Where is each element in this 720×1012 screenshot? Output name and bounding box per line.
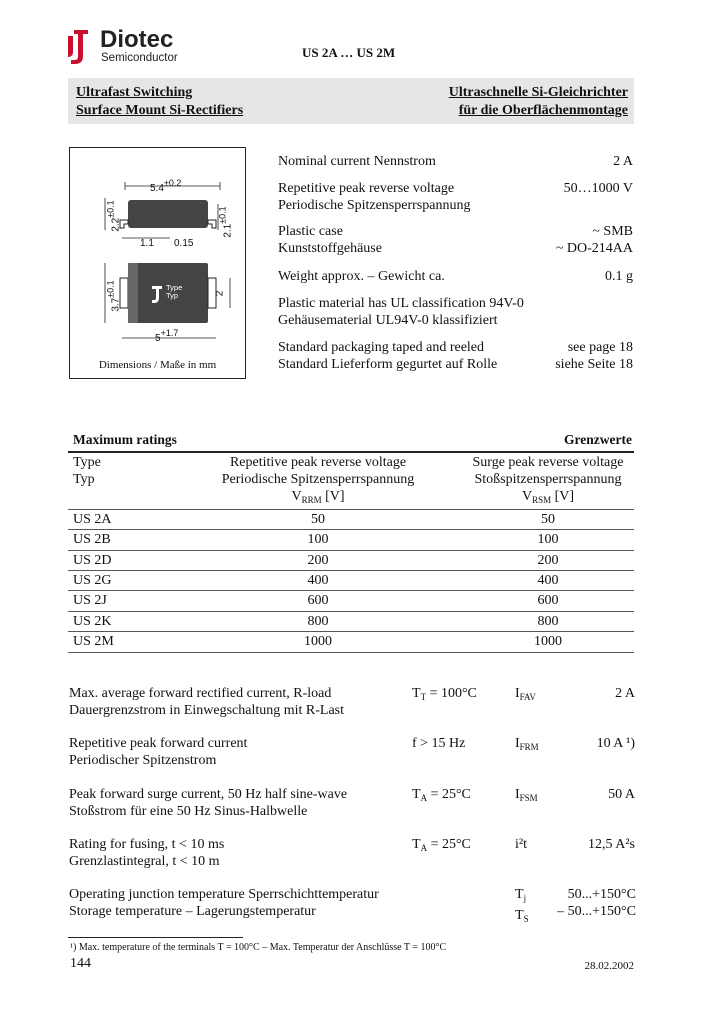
temperature-values: 50...+150°C – 50...+150°C: [557, 887, 636, 919]
temperature-labels: Operating junction temperature Sperrschichttemperatur Storage temperature – Lagerungstemperatur: [69, 887, 379, 919]
cell-vrrm: 400: [307, 572, 329, 588]
table-row: [68, 631, 634, 653]
title-de-line2: für die Oberflächenmontage: [458, 103, 628, 118]
package-caption: Dimensions / Maße in mm: [98, 359, 217, 371]
table-row: [68, 611, 634, 632]
parameter-symbol: $I_{FAV}$: [515, 686, 536, 702]
spec-value: 0.1 g: [605, 269, 633, 284]
parameter-label: Rating for fusing, t < 10 ms Grenzlastintegral, t < 10 m: [69, 837, 225, 869]
table-row: [68, 570, 634, 591]
spec-value: 2 A: [613, 154, 633, 169]
cell-type: US 2A: [73, 512, 112, 527]
title-en-line2: Surface Mount Si-Rectifiers: [76, 103, 244, 118]
dim-height: 2.2±0.1: [105, 200, 122, 232]
ratings-title: Maximum ratings: [73, 432, 177, 447]
cell-type: US 2M: [73, 633, 114, 649]
spec-label: Standard packaging taped and reeled Standard Lieferform gegurtet auf Rolle: [278, 340, 498, 372]
parameter-symbol: $I_{FSM}$: [515, 787, 538, 803]
cell-type: US 2B: [73, 532, 111, 548]
cell-vrsm: 100: [537, 532, 559, 548]
parameter-value: 2 A: [615, 686, 635, 701]
cell-vrsm: 1000: [534, 633, 562, 649]
parameter-value: 50 A: [608, 787, 635, 802]
parameter-value: 12,5 A²s: [588, 837, 635, 852]
spec-value: 50…1000 V: [563, 181, 633, 196]
cell-type: US 2K: [73, 613, 112, 629]
page-number: 144: [70, 956, 91, 971]
title-en-line1: Ultrafast Switching: [76, 85, 193, 100]
dim-foot: 5+1.7: [155, 328, 179, 344]
cell-vrsm: 200: [537, 552, 559, 568]
title-english: [76, 84, 243, 120]
table-top-rule: [68, 451, 634, 453]
col-type-header: Type Typ: [73, 455, 101, 487]
ratings-title-de: Grenzwerte: [564, 432, 632, 447]
cell-vrsm: 600: [537, 593, 559, 609]
document-date: 28.02.2002: [584, 960, 634, 972]
dim-right: 2.1±0.1: [217, 206, 234, 238]
spec-label: Nominal current Nennstrom: [278, 154, 436, 169]
package-drawing: [69, 147, 246, 379]
table-row: [68, 550, 634, 571]
cell-vrrm: 1000: [304, 633, 332, 649]
cell-type: US 2J: [73, 593, 107, 609]
cell-vrrm: 200: [307, 552, 329, 568]
table-row: [68, 529, 634, 550]
footnote-rule: [68, 937, 243, 938]
cell-vrrm: 800: [307, 613, 329, 629]
cell-type: US 2G: [73, 572, 112, 588]
dim-lead-width: 2: [214, 290, 226, 297]
parameter-label: Peak forward surge current, 50 Hz half sine-wave Stoßstrom für eine 50 Hz Sinus-Halbwelle: [69, 787, 348, 819]
table-row: [68, 590, 634, 611]
cell-vrsm: 50: [541, 512, 555, 527]
parameter-condition: $T_T = 100^\circ C$: [412, 686, 477, 702]
title-german: [449, 84, 628, 120]
dim-lead: 1.1: [140, 238, 154, 249]
brand-subtitle: Semiconductor: [101, 52, 178, 64]
footnote: ¹) Max. temperature of the terminals T = 100°C – Max. Temperatur der Anschlüsse T = 100°C: [70, 942, 447, 953]
temperature-symbols: $T_j$ $T_S$: [515, 887, 529, 924]
dim-lead-thickness: 0.15: [174, 238, 194, 249]
spec-label: Plastic case Kunststoffgehäuse: [278, 224, 382, 256]
parameter-symbol: i²t: [515, 837, 527, 852]
cell-vrsm: 400: [537, 572, 559, 588]
parameter-symbol: $I_{FRM}$: [515, 736, 539, 752]
cell-vrrm: 50: [311, 512, 325, 527]
table-row: [68, 509, 634, 530]
col-vrrm-header: Repetitive peak reverse voltage Periodische Spitzensperrspannung $V_{RRM}$ [V]: [221, 455, 415, 505]
package-type-label: Type Typ: [166, 283, 183, 300]
spec-value: ~ SMB ~ DO-214AA: [555, 224, 633, 256]
cell-vrrm: 100: [307, 532, 329, 548]
spec-label: Plastic material has UL classification 94V-0 Gehäusematerial UL94V-0 klassifiziert: [278, 296, 524, 328]
part-range: US 2A … US 2M: [302, 45, 396, 60]
parameter-condition: $T_A = 25^\circ C$: [412, 837, 471, 853]
cell-vrrm: 600: [307, 593, 329, 609]
parameter-condition: f > 15 Hz: [412, 736, 466, 751]
dim-width: 5.4±0.2: [150, 178, 182, 194]
parameter-label: Max. average forward rectified current, R-load Dauergrenzstrom in Einwegschaltung mit R-Last: [69, 686, 345, 718]
cell-type: US 2D: [73, 552, 112, 568]
brand-name: Diotec: [100, 26, 174, 53]
spec-label: Weight approx. – Gewicht ca.: [278, 269, 445, 284]
spec-label: Repetitive peak reverse voltage Periodische Spitzensperrspannung: [278, 181, 471, 213]
spec-value: see page 18 siehe Seite 18: [555, 340, 633, 372]
col-vrsm-header: Surge peak reverse voltage Stoßspitzensperrspannung $V_{RSM}$ [V]: [472, 455, 624, 505]
parameter-condition: $T_A = 25^\circ C$: [412, 787, 471, 803]
parameter-value: 10 A ¹): [596, 736, 635, 751]
title-de-line1: Ultraschnelle Si-Gleichrichter: [448, 85, 628, 100]
diotec-logo-icon: [66, 26, 96, 66]
parameter-label: Repetitive peak forward current Periodischer Spitzenstrom: [69, 736, 248, 768]
cell-vrsm: 800: [537, 613, 559, 629]
dim-body: 3.7±0.1: [105, 280, 122, 312]
